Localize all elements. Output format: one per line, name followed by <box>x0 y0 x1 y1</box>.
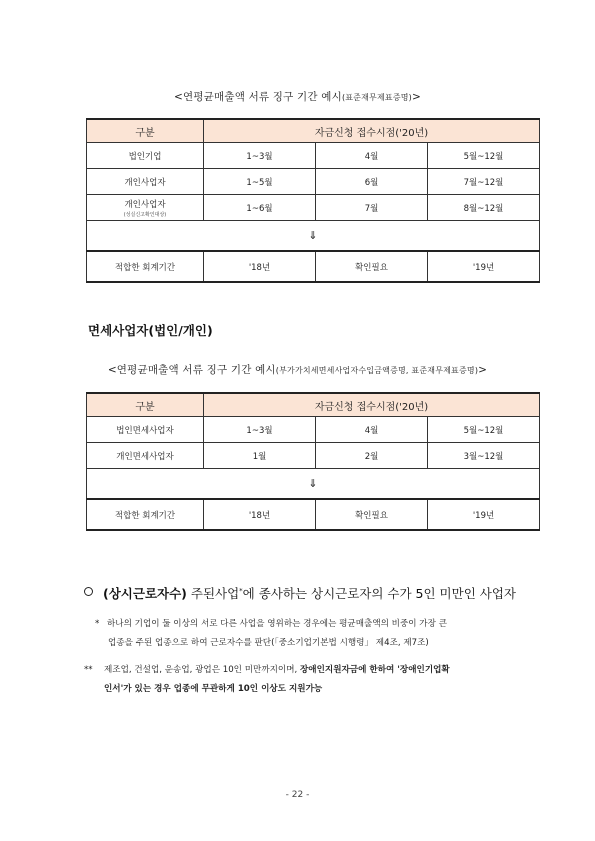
table-row <box>87 195 540 221</box>
table-row <box>87 143 540 169</box>
row-label: 개인면세사업자 <box>87 443 204 469</box>
footnote-2: ** 제조업, 건설업, 운송업, 광업은 10인 미만까지이며, 장애인지원자금에 한하여 '장애인기업확 인서'가 있는 경우 업종에 무관하게 10인 이상도 지원가능 <box>84 665 450 694</box>
footnote-1: * 하나의 기업이 둘 이상의 서로 다른 사업을 영위하는 경우에는 평균매출액의 비중이 가장 큰 업종을 주된 업종으로 하여 근로자수를 판단(「중소기업기본법 시행령」 제4조, 제7조) <box>95 619 447 648</box>
down-arrow-icon: ⇓ <box>87 469 540 500</box>
row-label: 법인면세사업자 <box>87 417 204 443</box>
table-header-row <box>87 393 540 417</box>
cell: '18년 <box>204 499 316 530</box>
table-row <box>87 443 540 469</box>
arrow-row <box>87 469 540 500</box>
table2-caption: <연평균매출액 서류 징구 기간 예시(부가가치세면세사업자수입금액증명, 표준재무제표증명)> <box>107 364 488 376</box>
down-arrow-icon: ⇓ <box>87 221 540 252</box>
cell: 7월~12월 <box>428 169 540 195</box>
table1-caption: <연평균매출액 서류 징구 기간 예시(표준재무제표증명)> <box>173 91 422 103</box>
cell: 4월 <box>316 143 428 169</box>
cell: 1~6월 <box>204 195 316 221</box>
table-header-row <box>87 119 540 143</box>
cell: 1월 <box>204 443 316 469</box>
table-application-period-1 <box>86 118 540 283</box>
table-application-period-2 <box>86 392 540 531</box>
cell: 5월~12월 <box>428 417 540 443</box>
arrow-row <box>87 221 540 252</box>
cell: 2월 <box>316 443 428 469</box>
cell: 확인필요 <box>316 251 428 282</box>
header-category: 구분 <box>87 119 204 143</box>
cell: 확인필요 <box>316 499 428 530</box>
cell: 3월~12월 <box>428 443 540 469</box>
section-title: 면세사업자(법인/개인) <box>88 323 213 338</box>
row-sublabel: (성실신고확인대상) <box>123 211 167 218</box>
header-application-time: 자금신청 접수시점('20년) <box>204 119 540 143</box>
cell: 6월 <box>316 169 428 195</box>
bullet-heading: (상시근로자수) <box>103 586 187 601</box>
cell: 8월~12월 <box>428 195 540 221</box>
circle-bullet-icon <box>84 587 93 596</box>
table-footer-row <box>87 499 540 530</box>
row-label: 법인기업 <box>87 143 204 169</box>
footer-label: 적합한 회계기간 <box>87 499 204 530</box>
table-row <box>87 417 540 443</box>
table-footer-row <box>87 251 540 282</box>
cell: 5월~12월 <box>428 143 540 169</box>
page-number: - 22 - <box>285 790 310 800</box>
row-label: 개인사업자 <box>87 169 204 195</box>
cell: 4월 <box>316 417 428 443</box>
cell: 1~3월 <box>204 143 316 169</box>
cell: '19년 <box>428 499 540 530</box>
footer-label: 적합한 회계기간 <box>87 251 204 282</box>
employee-count-bullet: (상시근로자수) 주된사업*에 종사하는 상시근로자의 수가 5인 미만인 사업자 <box>84 584 516 602</box>
cell: 1~5월 <box>204 169 316 195</box>
header-category: 구분 <box>87 393 204 417</box>
table-row <box>87 169 540 195</box>
cell: 1~3월 <box>204 417 316 443</box>
row-label: 개인사업자 (성실신고확인대상) <box>87 195 204 221</box>
cell: '19년 <box>428 251 540 282</box>
cell: '18년 <box>204 251 316 282</box>
cell: 7월 <box>316 195 428 221</box>
header-application-time: 자금신청 접수시점('20년) <box>204 393 540 417</box>
